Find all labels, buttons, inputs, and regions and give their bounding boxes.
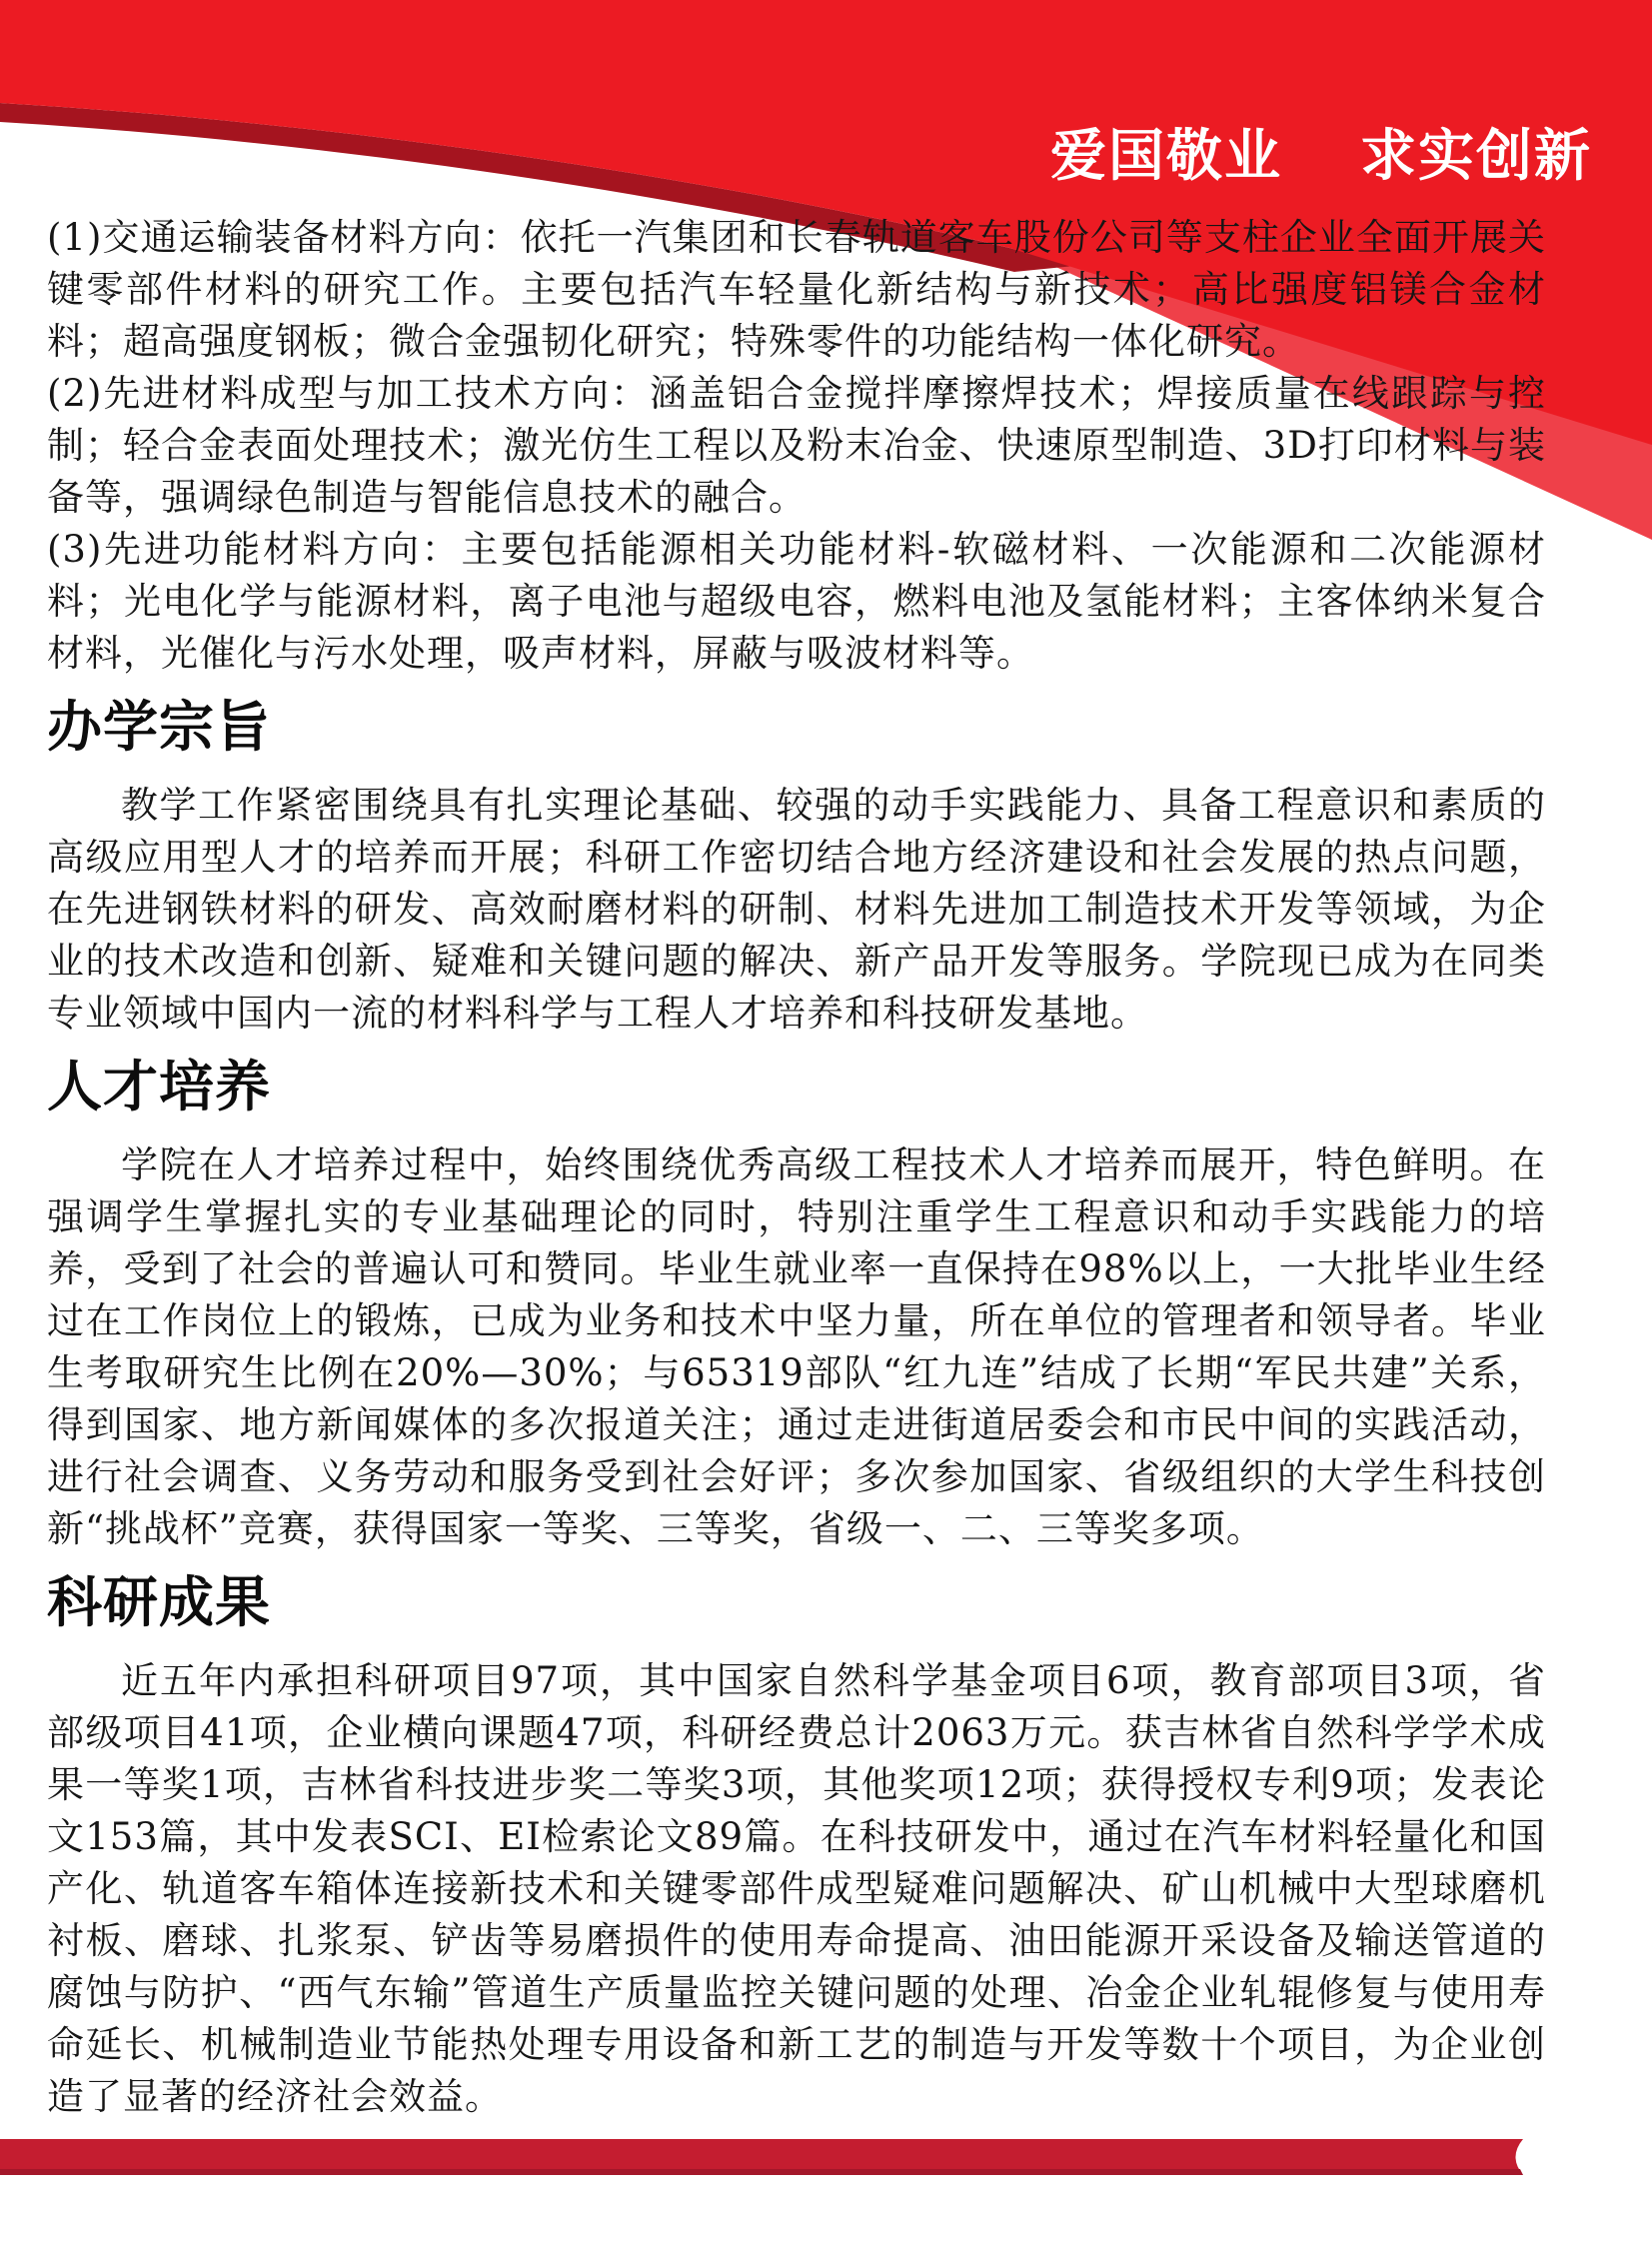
footer-bar-graphic [0, 2139, 1652, 2175]
footer-bar-shadow [0, 2169, 1523, 2175]
section-body: 学院在人才培养过程中，始终围绕优秀高级工程技术人才培养而展开，特色鲜明。在强调学生掌握扎实的专业基础理论的同时，特别注重学生工程意识和动手实践能力的培养，受到了社会的普遍认可和赞同。毕业生就业率一直保持在98%以上，一大批毕业生经过在工作岗位上的锻炼，已成为业务和技术中坚力量，所在单位的管理者和领导者。毕业生考取研究生比例在20%—30%；与65319部队“红九连”结成了长期“军民共建”关系，得到国家、地方新闻媒体的多次报道关注；通过走进街道居委会和市民中间的实践活动，进行社会调查、义务劳动和服务受到社会好评；多次参加国家、省级组织的大学生科技创新“挑战杯”竞赛，获得国家一等奖、三等奖，省级一、二、三等奖多项。 [47, 1143, 1546, 1550]
intro-paragraphs [47, 212, 1546, 680]
document-content [47, 212, 1546, 2123]
intro-paragraph: (1)交通运输装备材料方向：依托一汽集团和长春轨道客车股份公司等支柱企业全面开展关键零部件材料的研究工作。主要包括汽车轻量化新结构与新技术；高比强度铝镁合金材料；超高强度钢板；微合金强韧化研究；特殊零件的功能结构一体化研究。 [47, 216, 1546, 363]
section-body: 近五年内承担科研项目97项，其中国家自然科学基金项目6项，教育部项目3项，省部级项目41项，企业横向课题47项，科研经费总计2063万元。获吉林省自然科学学术成果一等奖1项，吉林省科技进步奖二等奖3项，其他奖项12项；获得授权专利9项；发表论文153篇，其中发表SCI、EI检索论文89篇。在科技研发中，通过在汽车材料轻量化和国产化、轨道客车箱体连接新技术和关键零部件成型疑难问题解决、矿山机械中大型球磨机衬板、磨球、扎浆泵、铲齿等易磨损件的使用寿命提高、油田能源开采设备及输送管道的腐蚀与防护、“西气东输”管道生产质量监控关键问题的处理、冶金企业轧辊修复与使用寿命延长、机械制造业节能热处理专用设备和新工艺的制造与开发等数十个项目，为企业创造了显著的经济社会效益。 [47, 1659, 1546, 2118]
section-heading: 人才培养 [47, 1056, 272, 1118]
header-slogan [0, 112, 1592, 192]
section-body: 教学工作紧密围绕具有扎实理论基础、较强的动手实践能力、具备工程意识和素质的高级应用型人才的培养而开展；科研工作密切结合地方经济建设和社会发展的热点问题，在先进钢铁材料的研发、高效耐磨材料的研制、材料先进加工制造技术开发等领域，为企业的技术改造和创新、疑难和关键问题的解决、新产品开发等服务。学院现已成为在同类专业领域中国内一流的材料科学与工程人才培养和科技研发基地。 [47, 784, 1546, 1035]
intro-paragraph: (2)先进材料成型与加工技术方向：涵盖铝合金搅拌摩擦焊技术；焊接质量在线跟踪与控制；轻合金表面处理技术；激光仿生工程以及粉末冶金、快速原型制造、3D打印材料与装备等，强调绿色制造与智能信息技术的融合。 [47, 372, 1546, 519]
section-heading: 科研成果 [47, 1571, 272, 1633]
slogan-part2: 求实创新 [1360, 124, 1592, 187]
intro-paragraph: (3)先进功能材料方向：主要包括能源相关功能材料-软磁材料、一次能源和二次能源材料；光电化学与能源材料，离子电池与超级电容，燃料电池及氢能材料；主客体纳米复合材料，光催化与污水处理，吸声材料，屏蔽与吸波材料等。 [47, 528, 1546, 675]
slogan-part1: 爱国敬业 [1050, 124, 1282, 187]
section-heading: 办学宗旨 [47, 696, 272, 758]
sections [47, 696, 1546, 2123]
